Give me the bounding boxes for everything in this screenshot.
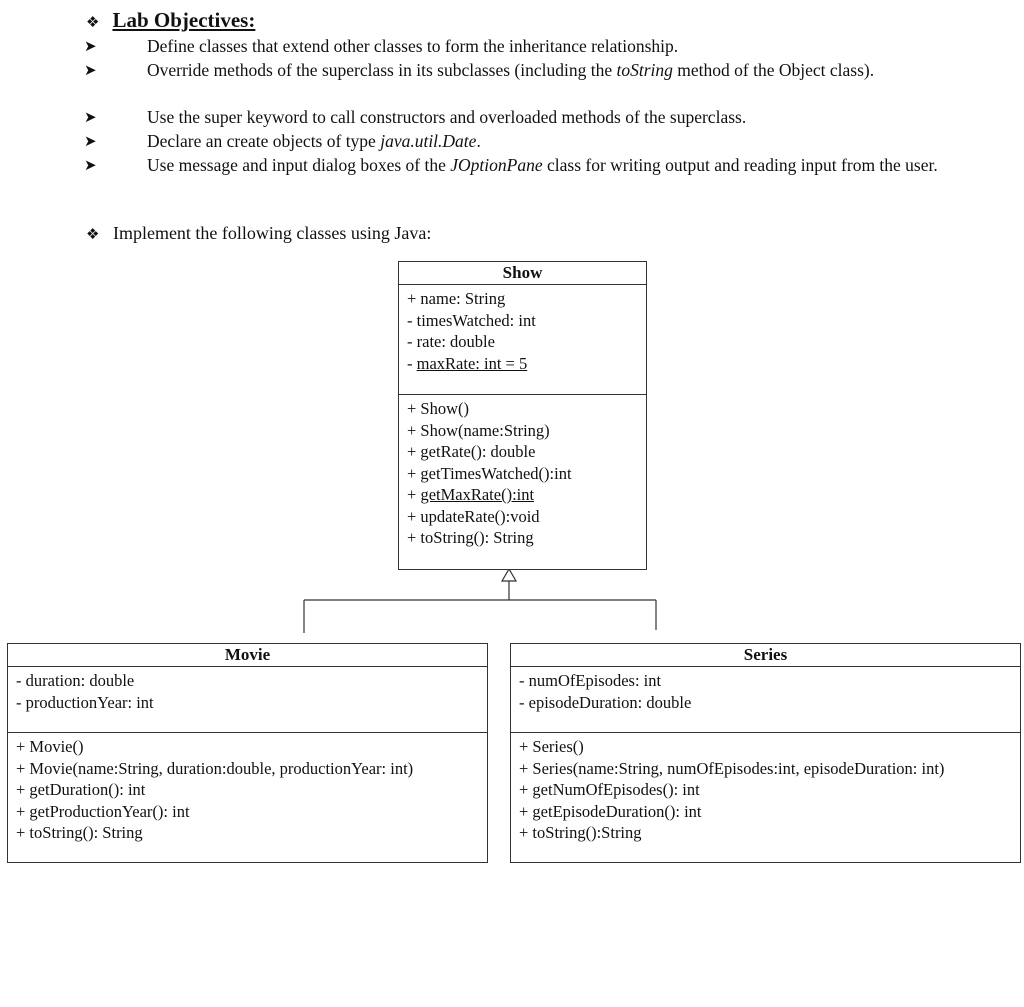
- series-class-name: Series: [511, 644, 1020, 667]
- show-method: + getRate(): double: [407, 442, 536, 461]
- arrow-bullet-icon: ➤: [84, 37, 97, 55]
- objective-text: Define classes that extend other classes to form the inheritance relationship.: [147, 36, 679, 56]
- movie-method: + getDuration(): int: [16, 780, 146, 799]
- objective-text: method of the Object class).: [672, 60, 875, 80]
- series-attribute: - episodeDuration: double: [519, 692, 692, 712]
- objective-text: Declare an create objects of type: [147, 131, 381, 151]
- show-method: + Show(name:String): [407, 420, 550, 440]
- visibility-marker: +: [407, 485, 421, 504]
- objectives-heading: Lab Objectives:: [112, 8, 256, 32]
- show-method-static: [407, 484, 646, 506]
- show-method: + Show(): [407, 399, 470, 418]
- series-attribute: - numOfEpisodes: int: [519, 671, 662, 690]
- objective-text: Use the super keyword to call constructors and overloaded methods of the superclass.: [147, 107, 747, 127]
- visibility-marker: -: [407, 353, 417, 373]
- series-method: + getNumOfEpisodes(): int: [519, 780, 700, 799]
- arrow-bullet-icon: ➤: [84, 108, 97, 126]
- show-class-box: [398, 261, 647, 570]
- show-attribute: + name: String: [407, 289, 506, 308]
- objective-code-term: JOptionPane: [450, 155, 543, 175]
- show-methods: [399, 395, 646, 549]
- show-method: + getTimesWatched():int: [407, 463, 572, 483]
- movie-method: + toString(): String: [16, 823, 143, 842]
- series-methods: [511, 733, 1020, 844]
- movie-method: + Movie(): [16, 737, 84, 756]
- movie-methods: [8, 733, 487, 844]
- show-attribute: - timesWatched: int: [407, 310, 536, 330]
- objective-code-term: toString: [616, 60, 673, 80]
- series-method: + toString():String: [519, 823, 642, 842]
- series-attributes: [511, 667, 1020, 733]
- diamond-bullet-icon: ❖: [86, 13, 100, 31]
- arrow-bullet-icon: ➤: [84, 61, 97, 79]
- movie-class-name: Movie: [8, 644, 487, 667]
- inheritance-triangle-icon: [502, 569, 516, 581]
- movie-method: + Movie(name:String, duration:double, productionYear: int): [16, 758, 414, 778]
- arrow-bullet-icon: ➤: [84, 156, 97, 174]
- show-attribute: - rate: double: [407, 332, 495, 351]
- objective-text: .: [476, 131, 481, 151]
- show-class-name: Show: [399, 262, 646, 285]
- objective-text: Override methods of the superclass in its subclasses (including the: [147, 60, 617, 80]
- diamond-bullet-icon: ❖: [86, 225, 100, 243]
- show-attribute-static: [407, 353, 646, 375]
- movie-attributes: [8, 667, 487, 733]
- static-attribute: maxRate: int = 5: [416, 353, 528, 373]
- series-method: + getEpisodeDuration(): int: [519, 801, 702, 821]
- series-method: + Series(name:String, numOfEpisodes:int, episodeDuration: int): [519, 758, 945, 778]
- static-method: getMaxRate():int: [420, 485, 535, 504]
- movie-attribute: - productionYear: int: [16, 692, 154, 712]
- show-method: + toString(): String: [407, 528, 534, 547]
- objective-code-term: java.util.Date: [380, 131, 477, 151]
- series-class-box: [510, 643, 1021, 863]
- objective-text: Use message and input dialog boxes of the: [147, 155, 451, 175]
- series-method: + Series(): [519, 737, 584, 756]
- arrow-bullet-icon: ➤: [84, 132, 97, 150]
- implement-text: Implement the following classes using Java:: [112, 223, 432, 243]
- movie-attribute: - duration: double: [16, 671, 135, 690]
- objective-text: class for writing output and reading input from the user.: [542, 155, 938, 175]
- show-method: + updateRate():void: [407, 506, 540, 526]
- movie-class-box: [7, 643, 488, 863]
- show-attributes: [399, 285, 646, 395]
- movie-method: + getProductionYear(): int: [16, 801, 190, 821]
